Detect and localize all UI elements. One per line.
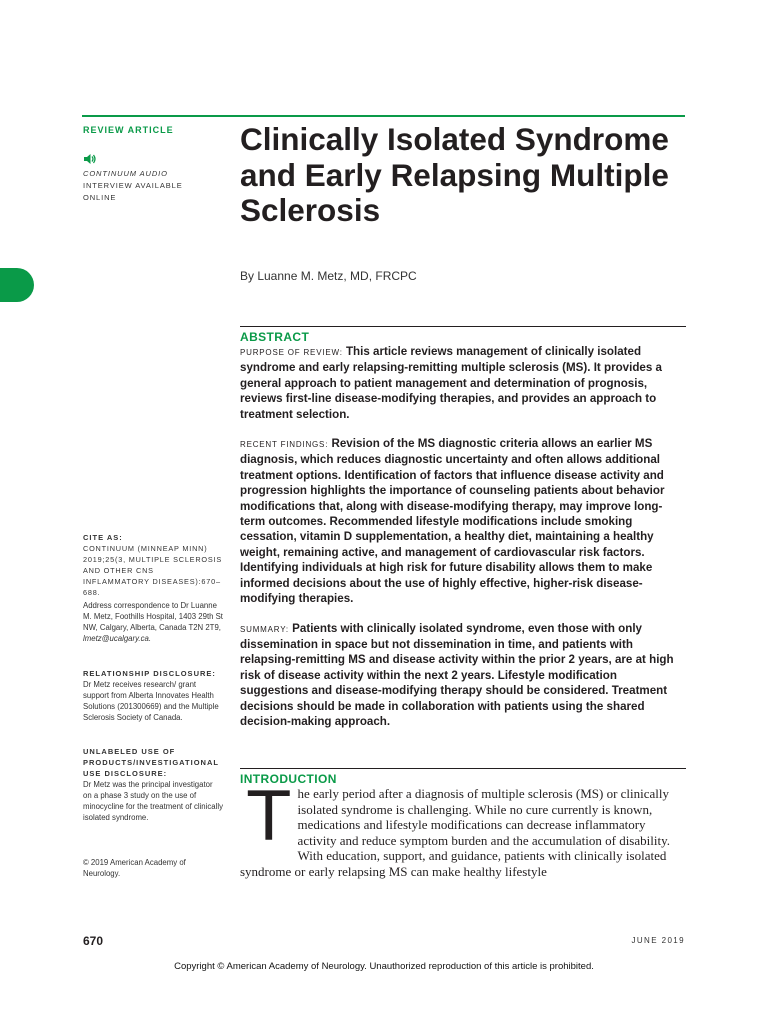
audio-note-line: ONLINE (83, 193, 117, 202)
cite-block (83, 532, 223, 598)
audio-note-line: CONTINUUM AUDIO (83, 169, 168, 178)
cite-label: CITE AS: (83, 533, 123, 542)
abstract-body (240, 344, 686, 743)
article-title: Clinically Isolated Syndrome and Early Relapsing Multiple Sclerosis (240, 121, 669, 228)
purpose-label: PURPOSE OF REVIEW: (240, 348, 343, 357)
introduction-rule (240, 768, 686, 769)
address-text: Address correspondence to Dr Luanne M. Metz, Foothills Hospital, 1403 29th St NW, Calgary, Alberta, Canada T2N 2T9, (83, 601, 223, 632)
speaker-icon[interactable] (83, 153, 97, 165)
relationship-label: RELATIONSHIP DISCLOSURE: (83, 669, 216, 678)
relationship-text: Dr Metz receives research/ grant support from Alberta Innovates Health Solutions (201300669) and the Multiple Sclerosis Society of Canada. (83, 680, 219, 722)
issue-date: JUNE 2019 (631, 936, 685, 945)
side-tab-marker (0, 268, 34, 302)
address-email[interactable]: lmetz@ucalgary.ca. (83, 634, 152, 643)
introduction-text: he early period after a diagnosis of multiple sclerosis (MS) or clinically isolated syndrome is challenging. While no cure currently is known, medications and lifestyle modifications can decrease inflammatory activity and reduce symptom burden and the accumulation of disability. With education, support, and guidance, patients with clinically isolated syndrome or early relapsing MS can make healthy lifestyle (240, 786, 670, 879)
page-number: 670 (83, 934, 104, 948)
unlabeled-text: Dr Metz was the principal investigator on a phase 3 study on the use of minocycline for the treatment of clinically isolated syndrome. (83, 780, 223, 822)
abstract-findings (240, 436, 686, 606)
relationship-disclosure (83, 668, 223, 723)
purpose-text: This article reviews management of clinically isolated syndrome and early relapsing-remitting multiple sclerosis (MS). It provides a general approach to patient management and determination of prognosis, reviews first-line disease-modifying therapies, and provides an approach to treatment selection. (240, 345, 662, 421)
abstract-purpose (240, 344, 686, 422)
findings-text: Revision of the MS diagnostic criteria allows an earlier MS diagnosis, which reduces diagnostic uncertainty and often allows additional treatment options. Identification of factors that influence disease activity and progression highlights the importance of counseling patients about behavior modifications that, along with disease-modifying therapy, may improve long-term outcomes. Recommended lifestyle modifications include smoking cessation, vitamin D supplementation, a healthy diet, maintaining a healthy weight, remaining active, and management of cardiovascular risk factors. Identifying individuals at high risk for future disability allows them to make informed decisions about the use of highly effective, higher-risk disease-modifying therapies. (240, 437, 665, 606)
summary-text: Patients with clinically isolated syndrome, even those with only dissemination in space but not dissemination in time, and patients with relapsing-remitting MS and disease activity within the prior 2 years, are at high risk of disease activity within the next 2 years. Lifestyle modification suggestions and disease-modifying therapy should be considered. Treatment decisions should be made in collaboration with patients using the shared decision-making approach. (240, 621, 674, 728)
abstract-rule (240, 326, 686, 327)
article-type-label: REVIEW ARTICLE (83, 125, 174, 135)
sidebar-copyright: © 2019 American Academy of Neurology. (83, 858, 186, 878)
audio-interview-note[interactable] (83, 168, 233, 204)
drop-cap: T (248, 778, 290, 857)
unlabeled-use-disclosure (83, 746, 223, 823)
top-green-rule (82, 115, 685, 117)
unlabeled-label: UNLABELED USE OF PRODUCTS/INVESTIGATIONAL USE DISCLOSURE: (83, 747, 219, 778)
abstract-heading: ABSTRACT (240, 330, 310, 344)
author-byline: By Luanne M. Metz, MD, FRCPC (240, 269, 417, 283)
summary-label: SUMMARY: (240, 624, 289, 634)
introduction-heading: INTRODUCTION (240, 772, 337, 786)
address-block (83, 600, 223, 644)
copyright-notice: Copyright © American Academy of Neurology. Unauthorized reproduction of this article is prohibited. (174, 961, 594, 972)
findings-label: RECENT FINDINGS: (240, 440, 329, 450)
cite-text: CONTINUUM (MINNEAP MINN) 2019;25(3, MULTIPLE SCLEROSIS AND OTHER CNS INFLAMMATORY DISEASES):670–688. (83, 544, 223, 597)
audio-note-line: INTERVIEW AVAILABLE (83, 181, 183, 190)
abstract-summary (240, 621, 686, 730)
